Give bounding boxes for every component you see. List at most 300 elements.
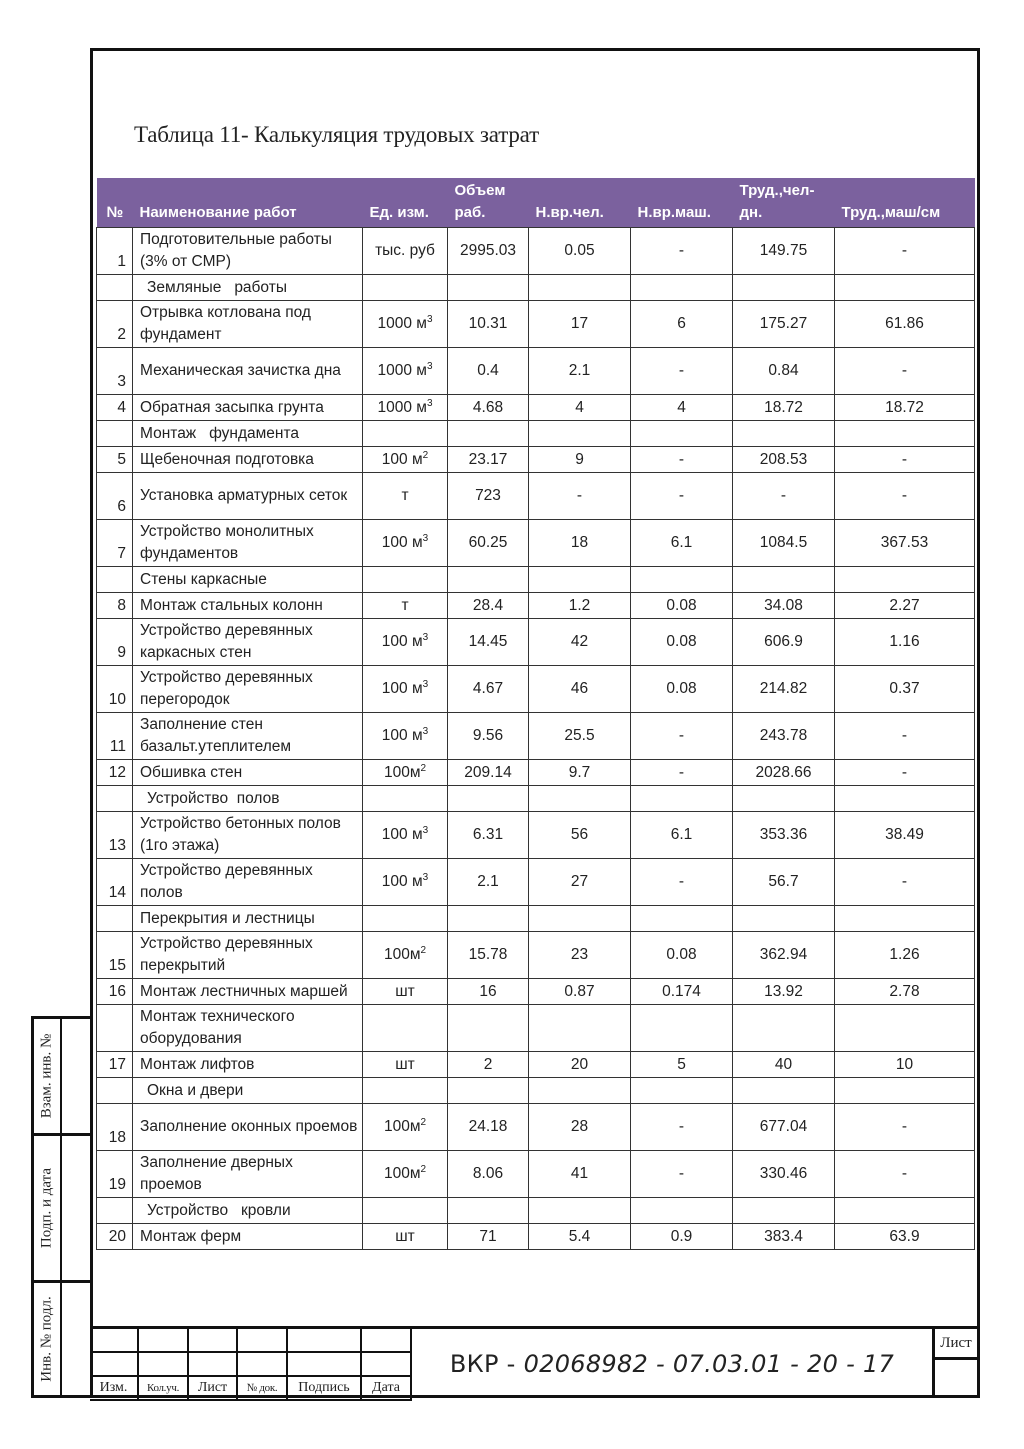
side-stamp-value [62,1283,90,1395]
nvr-mach-cell: 0.174 [631,979,733,1005]
labor-mach-cell: - [835,760,975,786]
table-row [97,619,975,666]
no-cell: 16 [97,979,133,1005]
nvr-mach-cell: 6.1 [631,812,733,859]
empty-cell [631,906,733,932]
empty-cell [529,1005,631,1052]
section-name-cell: Земляные работы [133,275,363,301]
unit-text: 100м [383,763,421,781]
empty-cell [835,786,975,812]
unit-exponent: 3 [422,824,429,836]
unit-cell [363,760,448,786]
empty-cell [631,1005,733,1052]
unit-text: 100 м [381,727,423,744]
nvr-mach-cell: - [631,447,733,473]
unit-cell [363,395,448,421]
unit-exponent: 2 [420,1163,427,1175]
no-cell [97,1005,133,1052]
volume-cell: 10.31 [448,301,529,348]
empty-cell [363,1198,448,1224]
nvr-mach-cell: - [631,473,733,520]
unit-text: шт [395,982,415,1000]
label-kol-uch: Кол.уч. [139,1377,189,1401]
unit-exponent: 3 [422,871,429,883]
unit-cell [363,932,448,979]
labor-man-cell: 0.84 [733,348,835,395]
col-header-nvr-man: Н.вр.чел. [529,178,631,228]
side-stamp-value [62,1019,90,1133]
empty-cell [363,275,448,301]
unit-cell [363,1151,448,1198]
empty-cell [448,421,529,447]
empty-cell [363,567,448,593]
empty-cell [835,421,975,447]
labor-man-cell: 353.36 [733,812,835,859]
sheet-label: Лист [935,1329,977,1360]
unit-exponent: 3 [422,725,429,737]
nvr-man-cell: 23 [529,932,631,979]
empty-cell [835,1198,975,1224]
unit-cell [363,1052,448,1078]
side-stamp-value [62,1136,90,1280]
empty-cell [363,1078,448,1104]
labor-mach-cell: - [835,447,975,473]
empty-cell [733,906,835,932]
volume-cell: 28.4 [448,593,529,619]
empty-cell [363,1005,448,1052]
labor-mach-cell: 38.49 [835,812,975,859]
unit-exponent: 3 [422,678,429,690]
document-code-prefix: ВКР - [449,1349,524,1378]
unit-text: шт [395,1055,415,1073]
labor-mach-cell: 2.27 [835,593,975,619]
no-cell: 9 [97,619,133,666]
labor-man-cell: 677.04 [733,1104,835,1151]
table-section-row [97,786,975,812]
volume-cell: 209.14 [448,760,529,786]
table-row [97,1052,975,1078]
col-header-labor-man [733,178,835,228]
empty-cell [631,421,733,447]
unit-text: 100 м [381,633,423,650]
no-cell: 11 [97,713,133,760]
work-name-cell: Установка арматурных сеток [133,473,363,520]
col-header-volume-line1: Объем [454,182,506,199]
table-body [97,228,975,1250]
side-stamp-label: Взам. инв. № [38,1033,55,1119]
no-cell: 19 [97,1151,133,1198]
labor-mach-cell: 367.53 [835,520,975,567]
section-name-cell: Окна и двери [133,1078,363,1104]
labor-mach-cell: 0.37 [835,666,975,713]
unit-text: 100м [383,1165,421,1182]
side-stamp-inv-podl [31,1280,93,1398]
nvr-mach-cell: - [631,859,733,906]
empty-cell [363,421,448,447]
work-name-cell: Заполнение дверных проемов [133,1151,363,1198]
work-name-cell: Устройство деревянных полов [133,859,363,906]
nvr-man-cell: 20 [529,1052,631,1078]
empty-cell [631,1198,733,1224]
col-header-labor-man-line2: дн. [739,204,763,221]
nvr-man-cell: 0.87 [529,979,631,1005]
section-name-cell: Монтаж технического оборудования [133,1005,363,1052]
empty-cell [363,786,448,812]
table-row [97,1104,975,1151]
unit-exponent: 2 [420,944,427,956]
no-cell: 6 [97,473,133,520]
volume-cell: 0.4 [448,348,529,395]
work-name-cell: Монтаж ферм [133,1224,363,1250]
labor-mach-cell: 2.78 [835,979,975,1005]
unit-cell [363,713,448,760]
table-row [97,593,975,619]
nvr-man-cell: 28 [529,1104,631,1151]
work-name-cell: Щебеночная подготовка [133,447,363,473]
volume-cell: 6.31 [448,812,529,859]
volume-cell: 4.67 [448,666,529,713]
volume-cell: 15.78 [448,932,529,979]
col-header-volume-line2: раб. [454,204,486,221]
no-cell: 18 [97,1104,133,1151]
empty-cell [733,421,835,447]
nvr-mach-cell: - [631,760,733,786]
side-stamp-podp-data [31,1133,93,1283]
table-row [97,301,975,348]
unit-text: 100м [383,946,421,963]
no-cell: 7 [97,520,133,567]
unit-exponent: 3 [422,532,429,544]
label-podpis: Подпись [288,1377,362,1401]
section-name-cell: Перекрытия и лестницы [133,906,363,932]
unit-cell [363,1224,448,1250]
table-section-row [97,275,975,301]
volume-cell: 24.18 [448,1104,529,1151]
labor-mach-cell: 61.86 [835,301,975,348]
unit-text: 100 м [381,534,423,551]
table-row [97,1224,975,1250]
empty-cell [835,567,975,593]
nvr-mach-cell: - [631,713,733,760]
unit-cell [363,228,448,275]
labor-man-cell: 330.46 [733,1151,835,1198]
empty-cell [835,275,975,301]
label-list: Лист [189,1377,238,1401]
nvr-man-cell: 42 [529,619,631,666]
nvr-mach-cell: 0.08 [631,619,733,666]
work-name-cell: Монтаж стальных колонн [133,593,363,619]
table-row [97,395,975,421]
unit-cell [363,473,448,520]
unit-cell [363,348,448,395]
work-name-cell: Отрывка котлована под фундамент [133,301,363,348]
empty-cell [835,1078,975,1104]
work-name-cell: Подготовительные работы (3% от СМР) [133,228,363,275]
volume-cell: 4.68 [448,395,529,421]
volume-cell: 2995.03 [448,228,529,275]
table-row [97,348,975,395]
col-header-name: Наименование работ [133,178,363,228]
table-row [97,447,975,473]
unit-text: 1000 м [377,362,427,379]
unit-cell [363,666,448,713]
no-cell [97,906,133,932]
empty-cell [529,906,631,932]
no-cell: 4 [97,395,133,421]
section-name-cell: Устройство полов [133,786,363,812]
label-izm: Изм. [90,1377,139,1401]
unit-cell [363,301,448,348]
unit-cell [363,619,448,666]
labor-mach-cell: 63.9 [835,1224,975,1250]
unit-cell [363,593,448,619]
col-header-volume [448,178,529,228]
work-name-cell: Устройство деревянных перегородок [133,666,363,713]
labor-man-cell: 214.82 [733,666,835,713]
empty-cell [448,1005,529,1052]
col-header-labor-man-line1: Труд.,чел- [739,182,815,199]
no-cell: 1 [97,228,133,275]
empty-cell [631,1078,733,1104]
nvr-man-cell: 2.1 [529,348,631,395]
empty-cell [529,786,631,812]
nvr-man-cell: 27 [529,859,631,906]
empty-cell [835,1005,975,1052]
title-block [90,1326,980,1398]
unit-exponent: 3 [422,631,429,643]
no-cell: 20 [97,1224,133,1250]
nvr-man-cell: 5.4 [529,1224,631,1250]
table-row [97,713,975,760]
work-name-cell: Устройство деревянных перекрытий [133,932,363,979]
nvr-mach-cell: 6.1 [631,520,733,567]
empty-cell [631,275,733,301]
empty-cell [529,1198,631,1224]
volume-cell: 71 [448,1224,529,1250]
volume-cell: 14.45 [448,619,529,666]
empty-cell [733,567,835,593]
no-cell: 8 [97,593,133,619]
labor-mach-cell: - [835,859,975,906]
empty-cell [529,567,631,593]
labor-man-cell: 18.72 [733,395,835,421]
labor-man-cell: 2028.66 [733,760,835,786]
labor-man-cell: 208.53 [733,447,835,473]
section-name-cell: Стены каркасные [133,567,363,593]
labor-cost-table [96,178,975,1250]
labor-man-cell: 40 [733,1052,835,1078]
labor-mach-cell: - [835,348,975,395]
no-cell [97,1078,133,1104]
nvr-man-cell: 56 [529,812,631,859]
unit-exponent: 3 [426,360,433,372]
labor-man-cell: 362.94 [733,932,835,979]
table-section-row [97,906,975,932]
table-row [97,473,975,520]
no-cell: 15 [97,932,133,979]
empty-cell [733,1078,835,1104]
table-section-row [97,1198,975,1224]
labor-man-cell: 1084.5 [733,520,835,567]
unit-text: шт [395,1227,415,1245]
nvr-man-cell: 0.05 [529,228,631,275]
no-cell [97,1198,133,1224]
no-cell [97,421,133,447]
unit-text: т [401,596,409,614]
nvr-mach-cell: - [631,1104,733,1151]
col-header-no: № [97,178,133,228]
empty-cell [363,906,448,932]
table-row [97,859,975,906]
no-cell: 5 [97,447,133,473]
work-name-cell: Устройство деревянных каркасных стен [133,619,363,666]
title-block-revision-grid [90,1326,412,1398]
nvr-man-cell: - [529,473,631,520]
labor-mach-cell: 1.16 [835,619,975,666]
unit-exponent: 2 [422,449,429,461]
labor-man-cell: 56.7 [733,859,835,906]
empty-cell [631,786,733,812]
table-row [97,1151,975,1198]
labor-man-cell: 34.08 [733,593,835,619]
unit-exponent: 2 [420,1116,427,1128]
volume-cell: 16 [448,979,529,1005]
table-row [97,812,975,859]
table-row [97,979,975,1005]
labor-man-cell: 175.27 [733,301,835,348]
no-cell: 13 [97,812,133,859]
labor-mach-cell: - [835,1104,975,1151]
col-header-labor-mach: Труд.,маш/см [835,178,975,228]
table-row [97,666,975,713]
section-name-cell: Устройство кровли [133,1198,363,1224]
nvr-mach-cell: - [631,348,733,395]
table-section-row [97,1078,975,1104]
work-name-cell: Монтаж лестничных маршей [133,979,363,1005]
empty-cell [448,275,529,301]
unit-exponent: 2 [420,762,427,774]
empty-cell [733,786,835,812]
nvr-man-cell: 9 [529,447,631,473]
no-cell [97,567,133,593]
unit-cell [363,1104,448,1151]
table-header-row [97,178,975,228]
empty-cell [448,906,529,932]
nvr-mach-cell: - [631,1151,733,1198]
table-section-row [97,421,975,447]
volume-cell: 2.1 [448,859,529,906]
empty-cell [448,1078,529,1104]
empty-cell [448,786,529,812]
no-cell: 10 [97,666,133,713]
volume-cell: 723 [448,473,529,520]
nvr-man-cell: 1.2 [529,593,631,619]
volume-cell: 2 [448,1052,529,1078]
empty-cell [448,567,529,593]
work-name-cell: Механическая зачистка дна [133,348,363,395]
no-cell [97,786,133,812]
nvr-man-cell: 18 [529,520,631,567]
unit-cell [363,447,448,473]
nvr-mach-cell: 0.08 [631,666,733,713]
label-data: Дата [362,1377,412,1401]
nvr-mach-cell: - [631,228,733,275]
labor-mach-cell: 1.26 [835,932,975,979]
nvr-man-cell: 9.7 [529,760,631,786]
no-cell: 17 [97,1052,133,1078]
table-row [97,520,975,567]
nvr-mach-cell: 6 [631,301,733,348]
table-caption: Таблица 11- Калькуляция трудовых затрат [134,122,539,147]
volume-cell: 60.25 [448,520,529,567]
unit-exponent: 3 [426,397,433,409]
nvr-man-cell: 4 [529,395,631,421]
document-code [412,1326,935,1398]
table-row [97,228,975,275]
no-cell: 12 [97,760,133,786]
unit-text: 100 м [381,680,423,697]
unit-exponent: 3 [426,313,433,325]
labor-man-cell: 149.75 [733,228,835,275]
work-name-cell: Устройство монолитных фундаментов [133,520,363,567]
table-row [97,932,975,979]
nvr-mach-cell: 4 [631,395,733,421]
sheet-cell [935,1326,977,1398]
labor-mach-cell: 10 [835,1052,975,1078]
volume-cell: 8.06 [448,1151,529,1198]
work-name-cell: Монтаж лифтов [133,1052,363,1078]
unit-text: 1000 м [377,398,427,416]
empty-cell [733,275,835,301]
empty-cell [529,1078,631,1104]
nvr-man-cell: 25.5 [529,713,631,760]
empty-cell [835,906,975,932]
empty-cell [448,1198,529,1224]
work-name-cell: Заполнение оконных проемов [133,1104,363,1151]
unit-cell [363,859,448,906]
labor-mach-cell: - [835,713,975,760]
no-cell: 14 [97,859,133,906]
side-stamp-vzam-inv [31,1016,93,1136]
labor-man-cell: 243.78 [733,713,835,760]
work-name-cell: Устройство бетонных полов (1го этажа) [133,812,363,859]
empty-cell [733,1198,835,1224]
unit-cell [363,520,448,567]
work-name-cell: Заполнение стен базальт.утеплителем [133,713,363,760]
unit-cell [363,979,448,1005]
empty-cell [631,567,733,593]
unit-text: 100 м [381,450,423,468]
volume-cell: 23.17 [448,447,529,473]
work-name-cell: Обратная засыпка грунта [133,395,363,421]
document-code-number: 02068982 - 07.03.01 - 20 - 17 [523,1349,895,1378]
side-stamp-label: Подп. и дата [38,1167,55,1249]
work-name-cell: Обшивка стен [133,760,363,786]
nvr-man-cell: 46 [529,666,631,713]
unit-text: 100 м [381,826,423,843]
labor-mach-cell: - [835,473,975,520]
empty-cell [733,1005,835,1052]
col-header-unit: Ед. изм. [363,178,448,228]
table-row [97,760,975,786]
table-section-row [97,567,975,593]
unit-text: 100м [383,1118,421,1135]
label-no-dok: № док. [238,1377,288,1401]
labor-mach-cell: 18.72 [835,395,975,421]
side-stamp-label: Инв. № подл. [38,1296,55,1382]
unit-text: т [401,487,409,504]
no-cell [97,275,133,301]
